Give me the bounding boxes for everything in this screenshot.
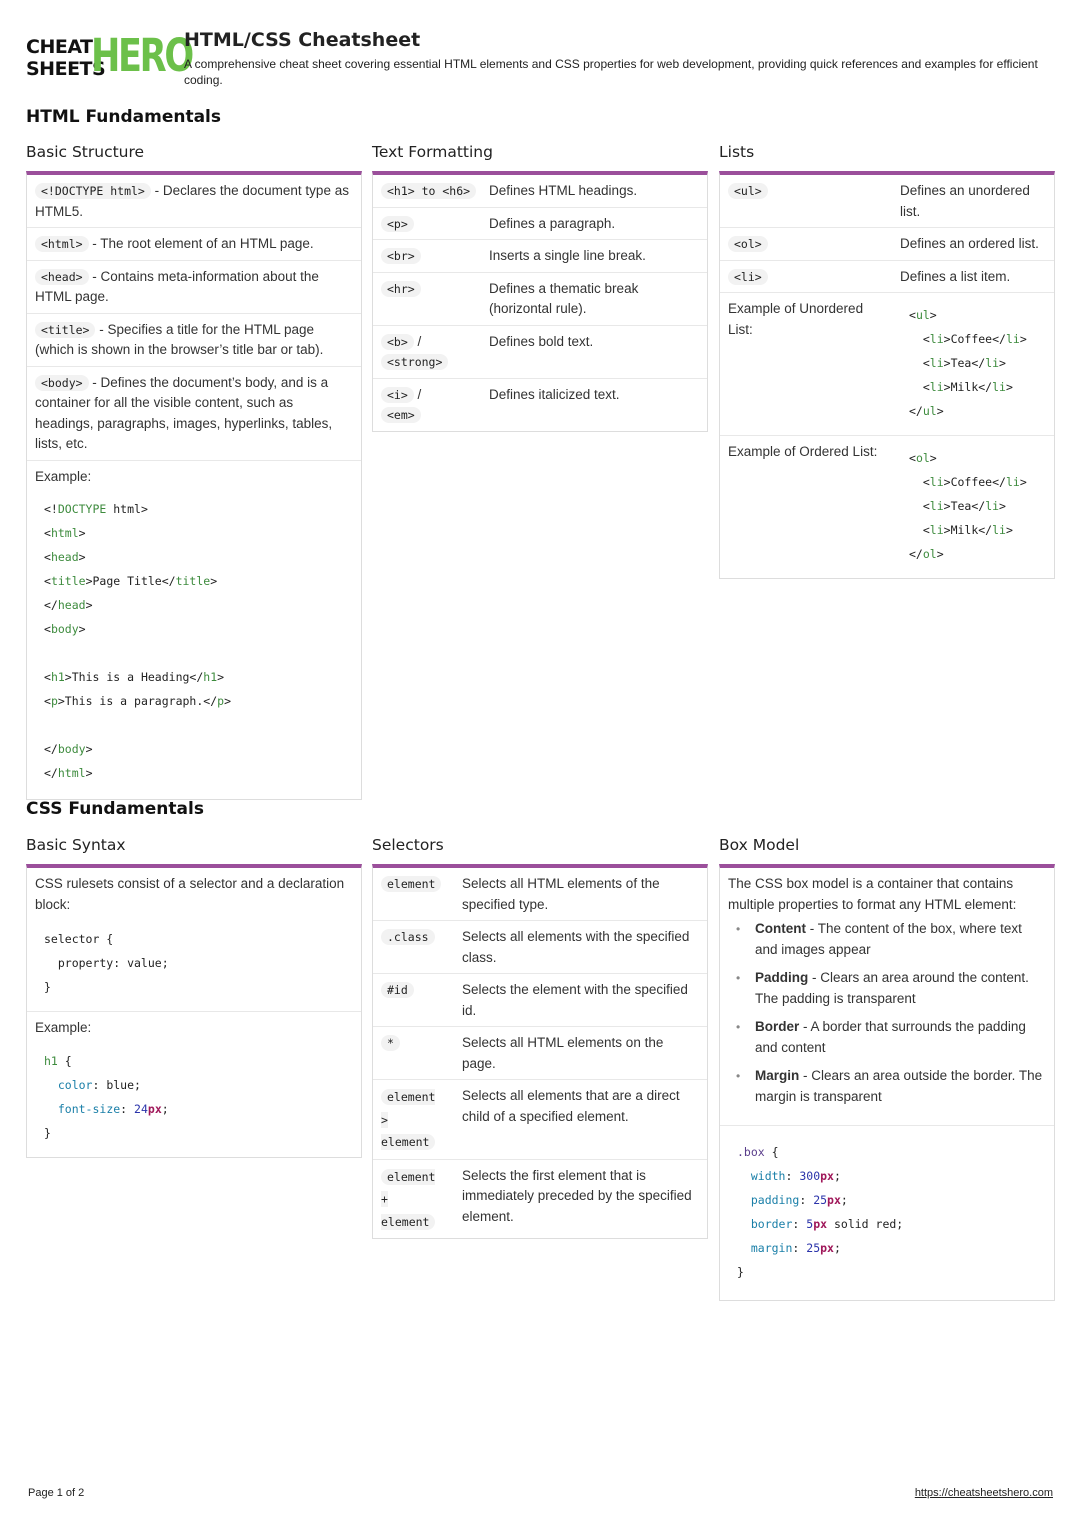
row-desc: Selects all HTML elements of the specified type. bbox=[462, 876, 660, 912]
row-text: - Defines the document’s body, and is a container for all the visible content, such as headings, paragraphs, images, hyperlinks, tables, lists, etc. bbox=[35, 374, 333, 451]
logo-hero-text: HERO bbox=[91, 29, 192, 82]
selectors-card bbox=[372, 864, 708, 1239]
basic-syntax-title: Basic Syntax bbox=[26, 836, 126, 854]
text-formatting-card bbox=[372, 171, 708, 432]
term-desc: - A border that surrounds the padding and content bbox=[755, 1019, 1026, 1055]
table-row bbox=[373, 1026, 707, 1079]
term-desc: - Clears an area outside the border. The margin is transparent bbox=[755, 1068, 1043, 1104]
row-text: - The root element of an HTML page. bbox=[88, 236, 314, 251]
row-key bbox=[381, 980, 462, 1021]
code-strong: <strong> bbox=[381, 354, 448, 370]
basic-syntax-card bbox=[26, 864, 362, 1158]
section-title-css: CSS Fundamentals bbox=[26, 799, 204, 819]
ordered-list-code: <ol> <li>Coffee</li> <li>Tea</li> <li>Milk</li> </ol> bbox=[909, 451, 1027, 561]
example-row bbox=[27, 460, 361, 800]
list-item bbox=[27, 260, 361, 313]
selectors-title: Selectors bbox=[372, 836, 444, 854]
row-text: - Specifies a title for the HTML page (which is shown in the browser’s title bar or tab). bbox=[35, 321, 324, 357]
code-ul: <ul> bbox=[728, 183, 768, 199]
code-html: <html> bbox=[35, 236, 89, 252]
row-key bbox=[381, 385, 489, 426]
page-header bbox=[26, 28, 1056, 92]
row-desc: Defines an ordered list. bbox=[900, 236, 1039, 251]
basic-syntax-column bbox=[26, 836, 362, 1158]
row-desc: Defines bold text. bbox=[489, 333, 594, 349]
row-desc: Defines HTML headings. bbox=[489, 183, 638, 198]
title-block bbox=[184, 28, 1044, 88]
table-row bbox=[720, 435, 1054, 578]
table-row bbox=[373, 207, 707, 240]
table-row bbox=[720, 292, 1054, 435]
text-formatting-title: Text Formatting bbox=[372, 143, 493, 161]
basic-structure-card bbox=[26, 171, 362, 800]
code-ol: <ol> bbox=[728, 236, 768, 252]
row-key bbox=[381, 181, 489, 202]
row-desc: Selects the element with the specified id. bbox=[462, 982, 688, 1018]
row-key bbox=[728, 234, 900, 255]
box-model-row bbox=[720, 868, 1054, 1125]
list-item bbox=[736, 919, 1046, 960]
row-key bbox=[381, 1086, 462, 1154]
table-row bbox=[720, 175, 1054, 227]
syntax-code: selector { property: value; } bbox=[44, 932, 169, 994]
row-key bbox=[381, 246, 489, 267]
example-row bbox=[27, 1011, 361, 1157]
page-description: A comprehensive cheat sheet covering essential HTML elements and CSS properties for web development, providing quick references and examples for efficient coding. bbox=[184, 57, 1038, 87]
separator: / bbox=[413, 333, 422, 349]
logo-cheat-text: CHEAT bbox=[26, 36, 93, 58]
term-desc: - Clears an area around the content. The padding is transparent bbox=[755, 970, 1029, 1006]
box-model-card bbox=[719, 864, 1055, 1301]
code-p: <p> bbox=[381, 216, 414, 232]
code-child-combinator: element > element bbox=[381, 1090, 436, 1149]
table-row bbox=[373, 920, 707, 973]
table-row bbox=[373, 272, 707, 325]
html-example-code: <!DOCTYPE html> <html> <head> <title>Page Title</title> </head> <body> <h1>This is a Heading</h1> <p>This is a paragraph.</p> </body> </html> bbox=[44, 502, 231, 780]
code-class: .class bbox=[381, 929, 435, 945]
row-text: - Contains meta-information about the HTML page. bbox=[35, 268, 319, 304]
row-key bbox=[381, 874, 462, 915]
row-key bbox=[728, 181, 900, 222]
row-key bbox=[381, 214, 489, 235]
box-model-column bbox=[719, 836, 1055, 1301]
table-row bbox=[373, 1159, 707, 1239]
code-adjacent-combinator: element + element bbox=[381, 1169, 436, 1229]
selectors-column bbox=[372, 836, 708, 1239]
page-title: HTML/CSS Cheatsheet bbox=[184, 29, 421, 51]
box-code-row bbox=[720, 1125, 1054, 1300]
code-id: #id bbox=[381, 982, 414, 998]
list-item bbox=[736, 968, 1046, 1009]
unordered-example-label: Example of Unordered List: bbox=[728, 301, 864, 337]
term: Padding bbox=[755, 970, 809, 985]
term: Margin bbox=[755, 1068, 800, 1083]
list-item bbox=[736, 1066, 1046, 1107]
code-em: <em> bbox=[381, 407, 421, 423]
code-br: <br> bbox=[381, 248, 421, 264]
logo-sheets-text: SHEETS bbox=[26, 58, 106, 80]
term-desc: - The content of the box, where text and images appear bbox=[755, 921, 1022, 957]
code-headings: <h1> to <h6> bbox=[381, 183, 476, 199]
cheatsheets-hero-logo[interactable] bbox=[26, 29, 192, 82]
row-desc: Selects the first element that is immediately preceded by the specified element. bbox=[462, 1167, 692, 1224]
list-item bbox=[27, 227, 361, 260]
section-title-html: HTML Fundamentals bbox=[26, 107, 221, 127]
code-head: <head> bbox=[35, 269, 89, 285]
row-desc: Selects all elements with the specified class. bbox=[462, 929, 690, 965]
row-desc: Selects all elements that are a direct child of a specified element. bbox=[462, 1088, 680, 1124]
code-li: <li> bbox=[728, 269, 768, 285]
lists-column bbox=[719, 143, 1055, 579]
code-universal: * bbox=[381, 1035, 400, 1051]
syntax-intro: CSS rulesets consist of a selector and a declaration block: bbox=[35, 876, 345, 912]
code-body: <body> bbox=[35, 375, 89, 391]
table-row bbox=[373, 973, 707, 1026]
code-doctype: <!DOCTYPE html> bbox=[35, 183, 151, 199]
box-model-title: Box Model bbox=[719, 836, 800, 854]
row-desc: Defines a thematic break (horizontal rule). bbox=[489, 280, 639, 316]
box-model-list bbox=[728, 919, 1046, 1107]
row-desc: Defines italicized text. bbox=[489, 386, 620, 402]
box-model-intro: The CSS box model is a container that contains multiple properties to format any HTML element: bbox=[728, 876, 1017, 912]
table-row bbox=[373, 325, 707, 378]
row-desc: Inserts a single line break. bbox=[489, 248, 646, 263]
code-element: element bbox=[381, 876, 441, 892]
example-label: Example: bbox=[35, 468, 92, 484]
row-key bbox=[381, 927, 462, 968]
table-row bbox=[720, 227, 1054, 260]
code-b: <b> bbox=[381, 334, 414, 350]
ordered-example-label: Example of Ordered List: bbox=[728, 444, 878, 459]
example-label: Example: bbox=[35, 1020, 92, 1035]
list-item bbox=[27, 175, 361, 227]
code-hr: <hr> bbox=[381, 281, 421, 297]
separator: / bbox=[413, 386, 422, 402]
table-row bbox=[373, 1079, 707, 1159]
row-desc: Selects all HTML elements on the page. bbox=[462, 1035, 664, 1071]
row-text: - Declares the document type as HTML5. bbox=[35, 183, 349, 219]
row-key bbox=[381, 332, 489, 373]
row-key bbox=[381, 1033, 462, 1074]
css-example-code: h1 { color: blue; font-size: 24px; } bbox=[44, 1053, 169, 1140]
basic-structure-title: Basic Structure bbox=[26, 143, 145, 161]
page-number: Page 1 of 2 bbox=[28, 1487, 85, 1499]
box-model-code: .box { width: 300px; padding: 25px; border: 5px solid red; margin: 25px; } bbox=[737, 1145, 904, 1279]
row-key bbox=[728, 267, 900, 288]
list-item bbox=[736, 1017, 1046, 1058]
term: Content bbox=[755, 921, 806, 936]
table-row bbox=[373, 175, 707, 207]
code-i: <i> bbox=[381, 387, 414, 403]
site-link[interactable]: https://cheatsheetshero.com bbox=[914, 1487, 1053, 1499]
table-row bbox=[373, 378, 707, 431]
row-desc: Defines a paragraph. bbox=[489, 215, 616, 231]
text-formatting-column bbox=[372, 143, 708, 432]
row-key bbox=[381, 1166, 462, 1234]
table-row bbox=[720, 260, 1054, 293]
list-item bbox=[27, 366, 361, 460]
table-row bbox=[373, 868, 707, 920]
basic-structure-column bbox=[26, 143, 362, 800]
row-desc: Defines an unordered list. bbox=[900, 183, 1030, 219]
lists-title: Lists bbox=[719, 143, 755, 161]
code-title: <title> bbox=[35, 322, 95, 338]
lists-card bbox=[719, 171, 1055, 579]
unordered-list-code: <ul> <li>Coffee</li> <li>Tea</li> <li>Milk</li> </ul> bbox=[909, 308, 1027, 418]
table-row bbox=[373, 239, 707, 272]
list-item bbox=[27, 313, 361, 366]
term: Border bbox=[755, 1019, 800, 1034]
row-desc: Defines a list item. bbox=[900, 268, 1011, 284]
row-key bbox=[381, 279, 489, 320]
syntax-row bbox=[27, 868, 361, 1011]
